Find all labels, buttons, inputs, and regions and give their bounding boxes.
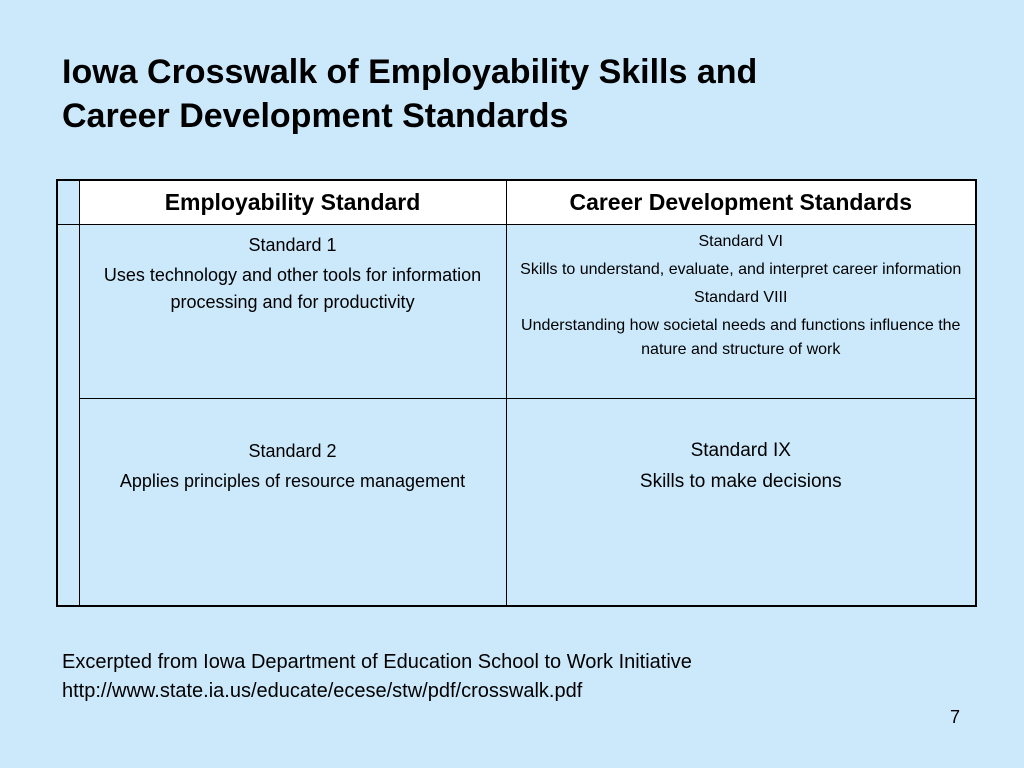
page-number: 7 [949, 707, 960, 727]
employability-standard-description: Applies principles of resource management [119, 471, 466, 491]
career-standard-description: Skills to make decisions [639, 471, 842, 492]
employability-header: Employability Standard [79, 180, 506, 225]
employability-cell [79, 225, 506, 399]
slide-title [62, 50, 962, 138]
career-header: Career Development Standards [506, 180, 976, 225]
table-header-row [57, 180, 976, 225]
employability-standard-code: Standard 1 [248, 235, 337, 255]
source-citation [62, 648, 692, 706]
side-column-header [57, 180, 79, 225]
employability-cell [79, 399, 506, 607]
career-standard-code: Standard VI [698, 233, 783, 250]
career-standard-code: Standard IX [690, 440, 791, 461]
table-row [57, 225, 976, 399]
source-citation-text: Excerpted from Iowa Department of Education School to Work Initiative [62, 651, 692, 673]
crosswalk-table [56, 179, 977, 607]
table-row [57, 399, 976, 607]
employability-standard-code: Standard 2 [248, 441, 337, 461]
career-cell [506, 225, 976, 399]
employability-standard-description: Uses technology and other tools for information processing and for productivity [103, 265, 482, 312]
slide-title-line-2: Career Development Standards [62, 97, 569, 135]
slide-title-line-1: Iowa Crosswalk of Employability Skills and [62, 53, 758, 91]
career-standard-description: Understanding how societal needs and functions influence the nature and structure of work [521, 317, 961, 358]
career-standard-code: Standard VIII [694, 289, 788, 306]
side-column-cell [57, 225, 79, 607]
career-standard-description: Skills to understand, evaluate, and interpret career information [520, 261, 962, 278]
source-url: http://www.state.ia.us/educate/ecese/stw/pdf/crosswalk.pdf [62, 680, 583, 702]
career-cell [506, 399, 976, 607]
